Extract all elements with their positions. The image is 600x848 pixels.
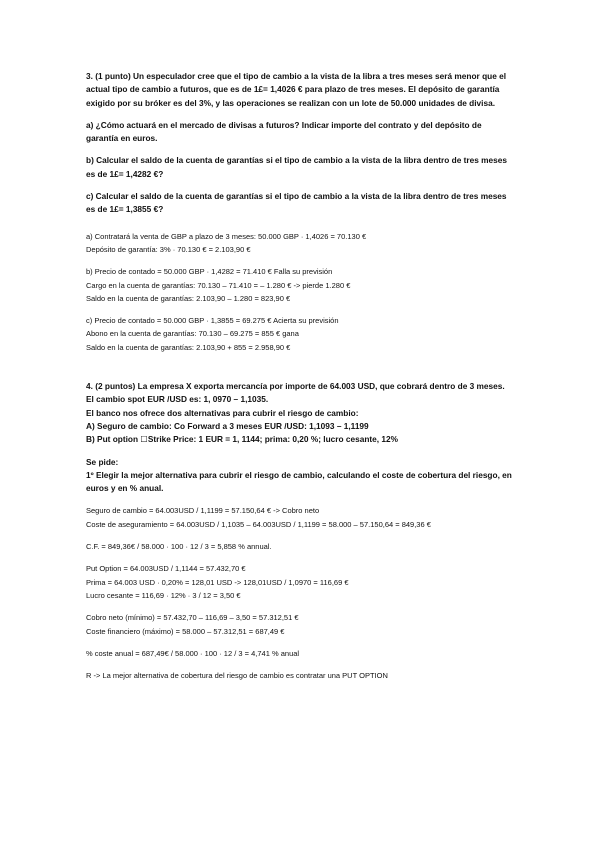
answer-line: Cobro neto (mínimo) = 57.432,70 – 116,69 – 3,50 = 57.312,51 €	[86, 613, 299, 623]
q4-statement	[86, 380, 514, 446]
q4-bank-offer: El banco nos ofrece dos alternativas para cubrir el riesgo de cambio:	[86, 407, 359, 418]
answer-line: Coste de aseguramiento = 64.003USD / 1,1035 – 64.003USD / 1,1199 = 58.000 – 57.150,64 = 849,36 €	[86, 519, 431, 529]
answer-line: Prima = 64.003 USD · 0,20% = 128,01 USD -> 128,01USD / 1,0970 = 116,69 €	[86, 577, 349, 587]
q3-part-b: b) Calcular el saldo de la cuenta de garantías si el tipo de cambio a la vista de la libra dentro de tres meses es de 1£= 1,4282 €?	[86, 155, 507, 179]
answer-line: Lucro cesante = 116,69 · 12% · 3 / 12 = 3,50 €	[86, 590, 241, 600]
answer-line: a) Contratará la venta de GBP a plazo de 3 meses: 50.000 GBP · 1,4026 = 70.130 €	[86, 231, 367, 241]
q4-conclusion: R -> La mejor alternativa de cobertura del riesgo de cambio es contratar una PUT OPTION	[86, 671, 388, 681]
answer-line: b) Precio de contado = 50.000 GBP · 1,4282 = 71.410 € Falla su previsión	[86, 267, 333, 277]
q4-intro: 4. (2 puntos) La empresa X exporta mercancía por importe de 64.003 USD, que cobrará dentro de 3 meses. El cambio spot EUR /USD es: 1, 0970 – 1,1035.	[86, 381, 505, 405]
q4-option-b: B) Put option ☐Strike Price: 1 EUR = 1, 1144; prima: 0,20 %; lucro cesante, 12%	[86, 434, 398, 445]
answer-line: Depósito de garantía: 3% · 70.130 € = 2.103,90 €	[86, 244, 251, 254]
answer-line: Cargo en la cuenta de garantías: 70.130 – 71.410 = – 1.280 € -> pierde 1.280 €	[86, 280, 351, 290]
answer-line: Seguro de cambio = 64.003USD / 1,1199 = 57.150,64 € -> Cobro neto	[86, 506, 320, 516]
q3-answer-b	[86, 265, 514, 305]
q4-option-a: A) Seguro de cambio: Co Forward a 3 meses EUR /USD: 1,1093 – 1,1199	[86, 420, 369, 431]
answer-line: Abono en la cuenta de garantías: 70.130 – 69.275 = 855 € gana	[86, 329, 299, 339]
answer-line: Saldo en la cuenta de garantías: 2.103,90 + 855 = 2.958,90 €	[86, 342, 291, 352]
task-text: 1º Elegir la mejor alternativa para cubrir el riesgo de cambio, calculando el coste de cobertura del riesgo, en euros y en % anual.	[86, 469, 512, 494]
q4-task	[86, 456, 514, 496]
q4-cobro	[86, 611, 514, 638]
q3-part-c: c) Calcular el saldo de la cuenta de garantías si el tipo de cambio a la vista de la libra dentro de tres meses es de 1£= 1,3855 €?	[86, 191, 507, 215]
q3-statement: 3. (1 punto) Un especulador cree que el tipo de cambio a la vista de la libra a tres meses será menor que el actual tipo de cambio a futuros, que es de 1£= 1,4026 € para plazo de tres meses. El depósito de garantía exigido por su bróker es del 3%, y las operaciones se realizan con un lote de 50.000 unidades de divisa.	[86, 71, 507, 108]
answer-line: Coste financiero (máximo) = 58.000 – 57.312,51 = 687,49 €	[86, 626, 285, 636]
q3-answer-a	[86, 230, 514, 257]
document-page	[86, 70, 514, 682]
q3-answer-c	[86, 314, 514, 354]
q4-seguro	[86, 504, 514, 531]
se-pide-label: Se pide:	[86, 456, 119, 467]
q4-put	[86, 562, 514, 602]
answer-line: Put Option = 64.003USD / 1,1144 = 57.432,70 €	[86, 564, 246, 574]
answer-line: Saldo en la cuenta de garantías: 2.103,90 – 1.280 = 823,90 €	[86, 293, 291, 303]
q3-part-a: a) ¿Cómo actuará en el mercado de divisas a futuros? Indicar importe del contrato y del depósito de garantía en euros.	[86, 119, 482, 144]
answer-line: c) Precio de contado = 50.000 GBP · 1,3855 = 69.275 € Acierta su previsión	[86, 316, 339, 326]
q4-cf: C.F. = 849,36€ / 58.000 · 100 · 12 / 3 = 5,858 % annual.	[86, 542, 272, 552]
q4-coste-anual: % coste anual = 687,49€ / 58.000 · 100 · 12 / 3 = 4,741 % anual	[86, 648, 300, 658]
